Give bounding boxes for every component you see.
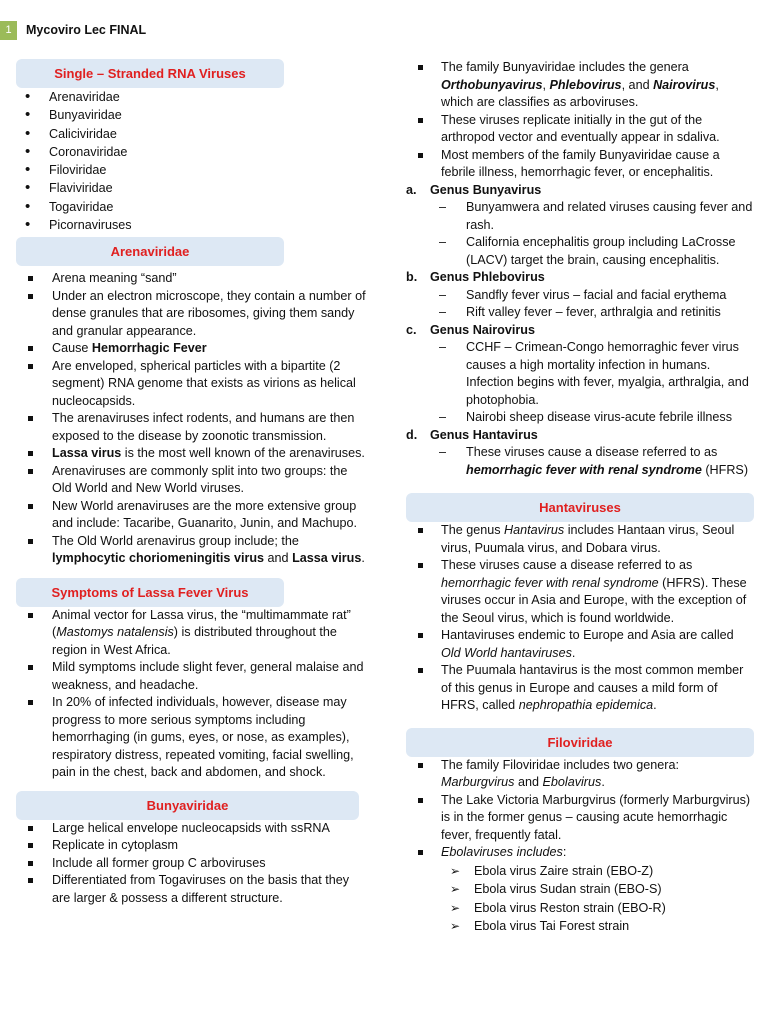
italic-term: Old World hantaviruses [441, 645, 572, 660]
text: . [571, 645, 576, 660]
italic-term: nephropathia epidemica [518, 698, 654, 712]
genus-title: Genus Bunyavirus [430, 182, 542, 197]
list-item: Mild symptoms include slight fever, general malaise and weakness, and headache. [16, 659, 366, 694]
genus-heading [406, 427, 754, 445]
list-item [406, 59, 754, 112]
arenaviridae-list [16, 270, 366, 568]
list-item: The arenaviruses infect rodents, and humans are then exposed to the disease by zoonotic transmission. [16, 410, 366, 445]
list-item: – Bunyamwera and related viruses causing fever and rash. [406, 199, 754, 234]
text: includes Hantaan virus, Seoul virus, Puumala virus, and Dobara virus. [441, 523, 735, 555]
bunyaviridae-list [16, 820, 366, 908]
text: The Old World arenavirus group include; the [52, 533, 299, 548]
genus-heading [406, 322, 754, 340]
ss-rna-list [16, 88, 366, 234]
genus-title: Genus Nairovirus [430, 322, 535, 337]
list-item: • Picornaviruses [16, 216, 366, 234]
list-item [406, 444, 754, 479]
genus-name: Phlebovirus [549, 77, 622, 92]
text: is the most well known of the arenaviruses. [121, 446, 365, 461]
list-item: – Nairobi sheep disease virus-acute febrile illness [406, 409, 754, 427]
text: Animal vector for Lassa virus, the “multimammate rat” ( [52, 607, 351, 640]
text: (HFRS). These viruses occur in Asia and Europe, with the exception of the Seoul virus, which is found worldwide. [441, 575, 747, 625]
list-item: • Caliciviridae [16, 125, 366, 143]
text: These viruses cause a disease referred to as [466, 445, 718, 459]
text: The Puumala hantavirus is the most common member of this genus in Europe and causes a mild form of HFRS, called [441, 663, 744, 712]
document-title: Mycoviro Lec FINAL [26, 22, 147, 37]
list-item: Replicate in cytoplasm [16, 837, 366, 855]
section-heading-filoviridae: Filoviridae [406, 728, 754, 757]
hantaviruses-list [406, 522, 754, 715]
text: , and [621, 77, 654, 92]
bold-term [441, 78, 542, 92]
list-item: Arena meaning “sand” [16, 270, 366, 288]
text: Cause [52, 341, 92, 356]
list-item [406, 557, 754, 627]
italic-term: Hantavirus [504, 523, 565, 537]
section-heading-ss-rna: Single – Stranded RNA Viruses [16, 59, 284, 88]
genus-letter: a. [406, 182, 417, 197]
list-item: These viruses replicate initially in the gut of the arthropod vector and eventually appear in sdaliva. [406, 112, 754, 147]
list-item [406, 844, 754, 862]
genus-name: Nairovirus [653, 77, 716, 92]
list-item: • Arenaviridae [16, 88, 366, 106]
list-item: ➢ Ebola virus Reston strain (EBO-R) [406, 899, 754, 918]
genus-bunyavirus-list [406, 199, 754, 269]
list-item: In 20% of infected individuals, however, disease may progress to more serious symptoms including hemorrhaging (in gums, eyes, or nose, as examples), respiratory distress, repeated vomiting, facial swelling, pain in the chest, back and abdomen, and shock. [16, 694, 366, 782]
page-number: 1 [0, 21, 17, 40]
list-item [16, 607, 366, 660]
text: , [542, 77, 550, 92]
list-item: • Bunyaviridae [16, 106, 366, 124]
bold-term: Lassa virus [52, 446, 122, 461]
italic-term: Marburgvirus [441, 775, 515, 789]
text: and [514, 775, 543, 789]
list-item: Are enveloped, spherical particles with a bipartite (2 segment) RNA genome that exists as virions as helical nucleocapsids. [16, 358, 366, 411]
genus-title: Genus Phlebovirus [430, 270, 545, 284]
list-item [406, 662, 754, 715]
genus-heading [406, 269, 754, 287]
text: Hantaviruses endemic to Europe and Asia are called [441, 628, 734, 642]
section-heading-lassa-symptoms: Symptoms of Lassa Fever Virus [16, 578, 284, 607]
text: . [601, 775, 605, 789]
text: (HFRS) [701, 462, 749, 477]
list-item [406, 757, 754, 792]
list-item [16, 445, 366, 463]
list-item: – California encephalitis group including LaCrosse (LACV) target the brain, causing encephalitis. [406, 234, 754, 269]
bold-term: lymphocytic choriomeningitis virus [52, 551, 265, 566]
list-item [16, 533, 366, 568]
list-item: • Coronaviridae [16, 143, 366, 161]
list-item: – Sandfly fever virus – facial and facial erythema [406, 287, 754, 305]
list-item: Differentiated from Togaviruses on the basis that they are larger & possess a different structure. [16, 872, 366, 907]
bold-term: Hemorrhagic Fever [91, 341, 207, 356]
text: , which are classifies as arboviruses. [441, 77, 719, 109]
list-item: New World arenaviruses are the more extensive group and include: Tacaribe, Guanarito, Junin, and Machupo. [16, 498, 366, 533]
list-item: ➢ Ebola virus Zaire strain (EBO-Z) [406, 862, 754, 881]
genus-name: Orthobunyavirus [441, 77, 543, 92]
list-item: Most members of the family Bunyaviridae cause a febrile illness, hemorrhagic fever, or encephalitis. [406, 147, 754, 182]
list-item: ➢ Ebola virus Tai Forest strain [406, 917, 754, 936]
italic-term: Mastomys natalensis [56, 625, 174, 640]
list-item: Arenaviruses are commonly split into two groups: the Old World and New World viruses. [16, 463, 366, 498]
bunyaviridae-continued-list [406, 59, 754, 182]
bold-term [466, 463, 702, 477]
bold-term [653, 78, 715, 92]
list-item: Under an electron microscope, they contain a number of dense granules that are ribosomes, giving them sandy and granular appearance. [16, 288, 366, 341]
section-heading-bunyaviridae: Bunyaviridae [16, 791, 359, 820]
list-item [406, 627, 754, 662]
genus-nairovirus-list [406, 339, 754, 427]
genus-letter: c. [406, 322, 417, 337]
text: and [264, 551, 293, 566]
text: : [562, 845, 567, 859]
ebola-strains-list [406, 862, 754, 936]
list-item: • Togaviridae [16, 198, 366, 216]
page-header [0, 21, 146, 40]
text: These viruses cause a disease referred to as [441, 558, 693, 572]
list-item: The Lake Victoria Marburgvirus (formerly Marburgvirus) is in the former genus – causing acute hemorrhagic fever, frequently fatal. [406, 792, 754, 845]
italic-term: Ebolaviruses includes [441, 845, 563, 859]
filoviridae-list [406, 757, 754, 862]
list-item: • Filoviridae [16, 161, 366, 179]
text: . [361, 551, 365, 566]
bold-term: Lassa virus [292, 551, 362, 566]
list-item: Include all former group C arboviruses [16, 855, 366, 873]
list-item: – Rift valley fever – fever, arthralgia and retinitis [406, 304, 754, 322]
italic-term: hemorrhagic fever with renal syndrome [466, 462, 702, 477]
section-heading-arenaviridae: Arenaviridae [16, 237, 284, 266]
left-column [16, 59, 366, 907]
genus-letter: d. [406, 427, 418, 442]
text: The family Bunyaviridae includes the genera [441, 60, 689, 74]
list-item [16, 340, 366, 358]
italic-term: Ebolavirus [542, 775, 602, 789]
list-item: ➢ Ebola virus Sudan strain (EBO-S) [406, 880, 754, 899]
italic-term: hemorrhagic fever with renal syndrome [441, 575, 659, 590]
genus-phlebovirus-list [406, 287, 754, 322]
lassa-list [16, 607, 366, 782]
list-item: • Flaviviridae [16, 179, 366, 197]
genus-hantavirus-list [406, 444, 754, 479]
text: The genus [441, 523, 505, 537]
section-heading-hantaviruses: Hantaviruses [406, 493, 754, 522]
text: ) is distributed throughout the region in West Africa. [52, 625, 337, 657]
list-item: Large helical envelope nucleocapsids with ssRNA [16, 820, 366, 838]
list-item: – CCHF – Crimean-Congo hemorraghic fever virus causes a high mortality infection in humans. Infection begins with fever, myalgia, arthralgia, and photophobia. [406, 339, 754, 409]
genus-letter: b. [406, 270, 418, 284]
right-column [406, 59, 754, 936]
text: . [653, 698, 657, 712]
list-item [406, 522, 754, 557]
genus-heading [406, 182, 754, 200]
bold-term [549, 78, 621, 92]
text: The family Filoviridae includes two genera: [441, 757, 679, 772]
genus-title: Genus Hantavirus [430, 427, 538, 442]
